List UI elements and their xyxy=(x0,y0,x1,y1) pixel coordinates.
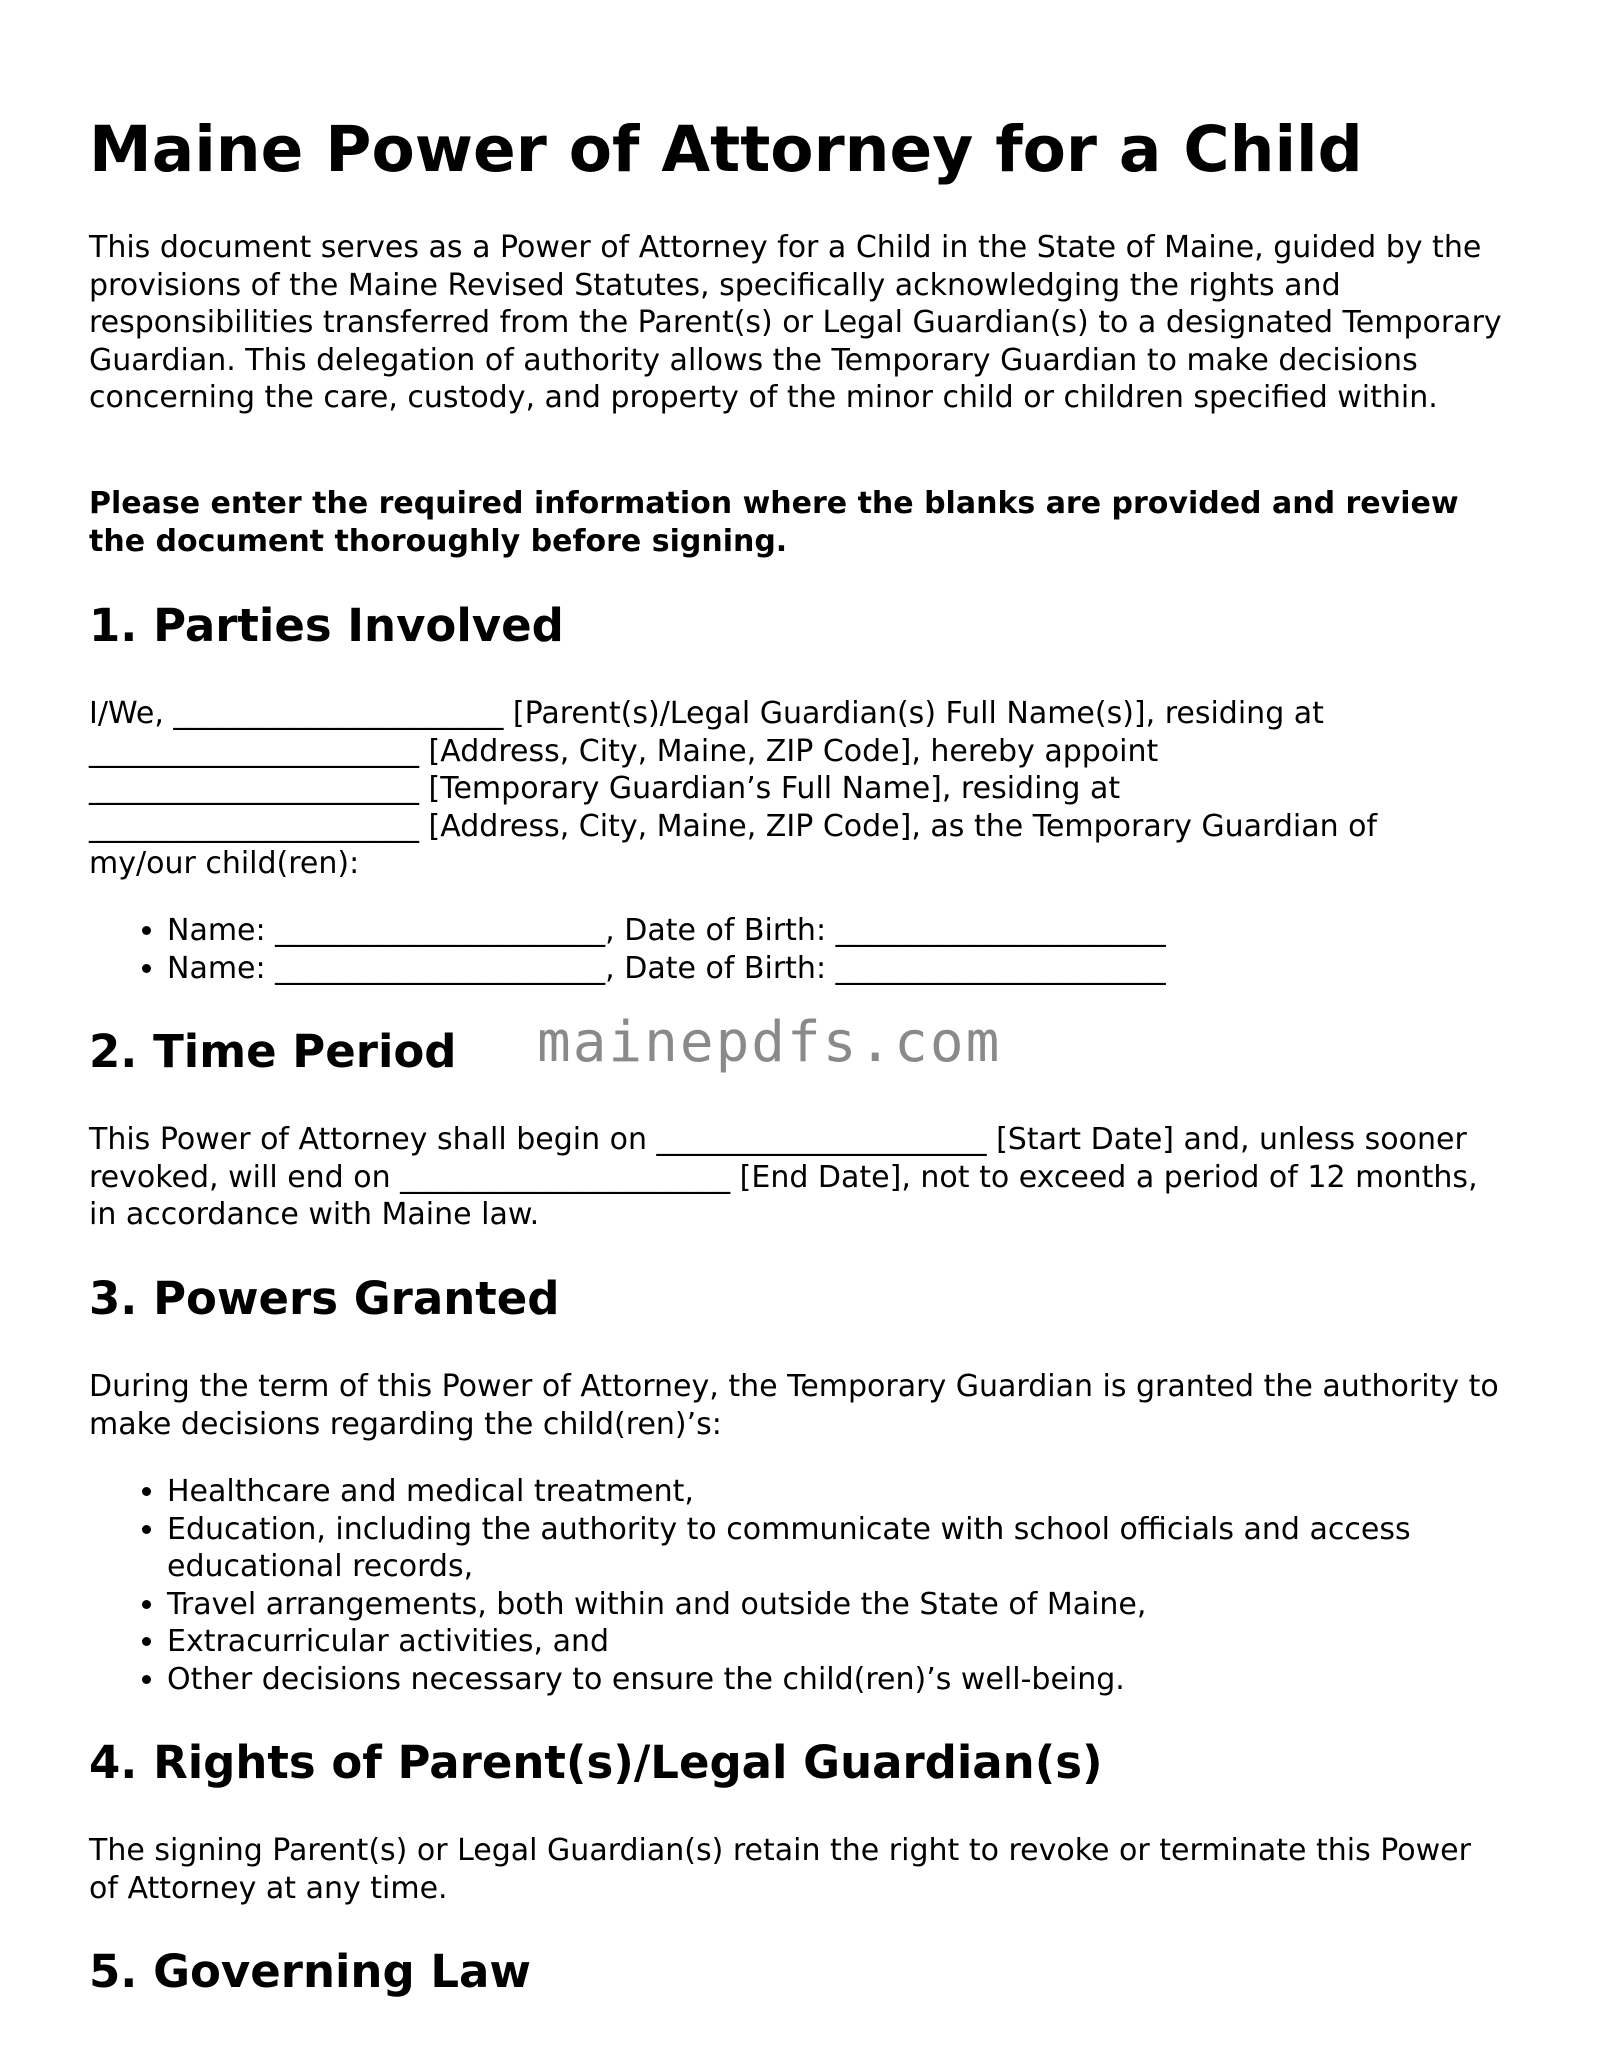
children-list xyxy=(89,912,1509,987)
parties-line: my/our child(ren): xyxy=(89,846,360,881)
children-list-block xyxy=(89,912,1509,987)
instruction-block xyxy=(89,485,1509,560)
intro-block xyxy=(89,229,1509,417)
instruction-paragraph: Please enter the required information where the blanks are provided and review the document thoroughly before signing. xyxy=(89,486,1459,559)
watermark-text: mainepdfs.com xyxy=(537,1010,1002,1075)
powers-text xyxy=(89,1368,1509,1443)
section-powers xyxy=(89,1271,1509,1327)
document-title: Maine Power of Attorney for a Child xyxy=(89,113,1363,186)
section-heading-rights: 4. Rights of Parent(s)/Legal Guardian(s) xyxy=(89,1736,1103,1789)
power-item: • Extracurricular activities, and xyxy=(167,1623,1509,1661)
parties-line: ______________________ [Temporary Guardian’s Full Name], residing at xyxy=(89,771,1121,806)
section-law xyxy=(89,1944,1509,2000)
section-heading-law: 5. Governing Law xyxy=(89,1945,531,1998)
section-heading-time-period: 2. Time Period xyxy=(89,1025,457,1078)
power-item: • Healthcare and medical treatment, xyxy=(167,1473,1509,1511)
child-entry: • Name: ______________________, Date of Birth: ______________________ xyxy=(167,912,1509,950)
power-item: • Other decisions necessary to ensure the child(ren)’s well-being. xyxy=(167,1661,1509,1699)
section-heading-powers: 3. Powers Granted xyxy=(89,1272,560,1325)
child-entry: • Name: ______________________, Date of Birth: ______________________ xyxy=(167,950,1509,988)
powers-paragraph: During the term of this Power of Attorney, the Temporary Guardian is granted the authority to make decisions regarding the child(ren)’s: xyxy=(89,1369,1499,1442)
powers-list-block xyxy=(89,1473,1509,1698)
parties-line: ______________________ [Address, City, Maine, ZIP Code], hereby appoint xyxy=(89,733,1159,769)
parties-line: ______________________ [Address, City, Maine, ZIP Code], as the Temporary Guardian of xyxy=(89,808,1378,844)
section-heading-parties: 1. Parties Involved xyxy=(89,599,564,652)
time-period-paragraph: This Power of Attorney shall begin on ______________________ [Start Date] and, unless sooner revoked, will end on ______________________ [End Date], not to exceed a period of 12 months, in accordance with Maine law. xyxy=(89,1122,1478,1232)
rights-paragraph: The signing Parent(s) or Legal Guardian(s) retain the right to revoke or terminate this Power of Attorney at any time. xyxy=(89,1833,1471,1906)
section-rights xyxy=(89,1735,1509,1791)
intro-paragraph: This document serves as a Power of Attorney for a Child in the State of Maine, guided by the provisions of the Maine Revised Statutes, specifically acknowledging the rights and responsibilities transferred from the Parent(s) or Legal Guardian(s) to a designated Temporary Guardian. This delegation of authority allows the Temporary Guardian to make decisions concerning the care, custody, and property of the minor child or children specified within. xyxy=(89,230,1502,415)
parties-line: I/We, ______________________ [Parent(s)/Legal Guardian(s) Full Name(s)], residing at xyxy=(89,696,1324,731)
rights-text xyxy=(89,1832,1509,1907)
section-parties xyxy=(89,598,1509,654)
time-period-text xyxy=(89,1121,1509,1234)
power-item: • Travel arrangements, both within and outside the State of Maine, xyxy=(167,1586,1509,1624)
powers-list xyxy=(89,1473,1509,1698)
power-item: • Education, including the authority to communicate with school officials and access educational records, xyxy=(167,1511,1509,1586)
parties-text xyxy=(89,695,1509,883)
